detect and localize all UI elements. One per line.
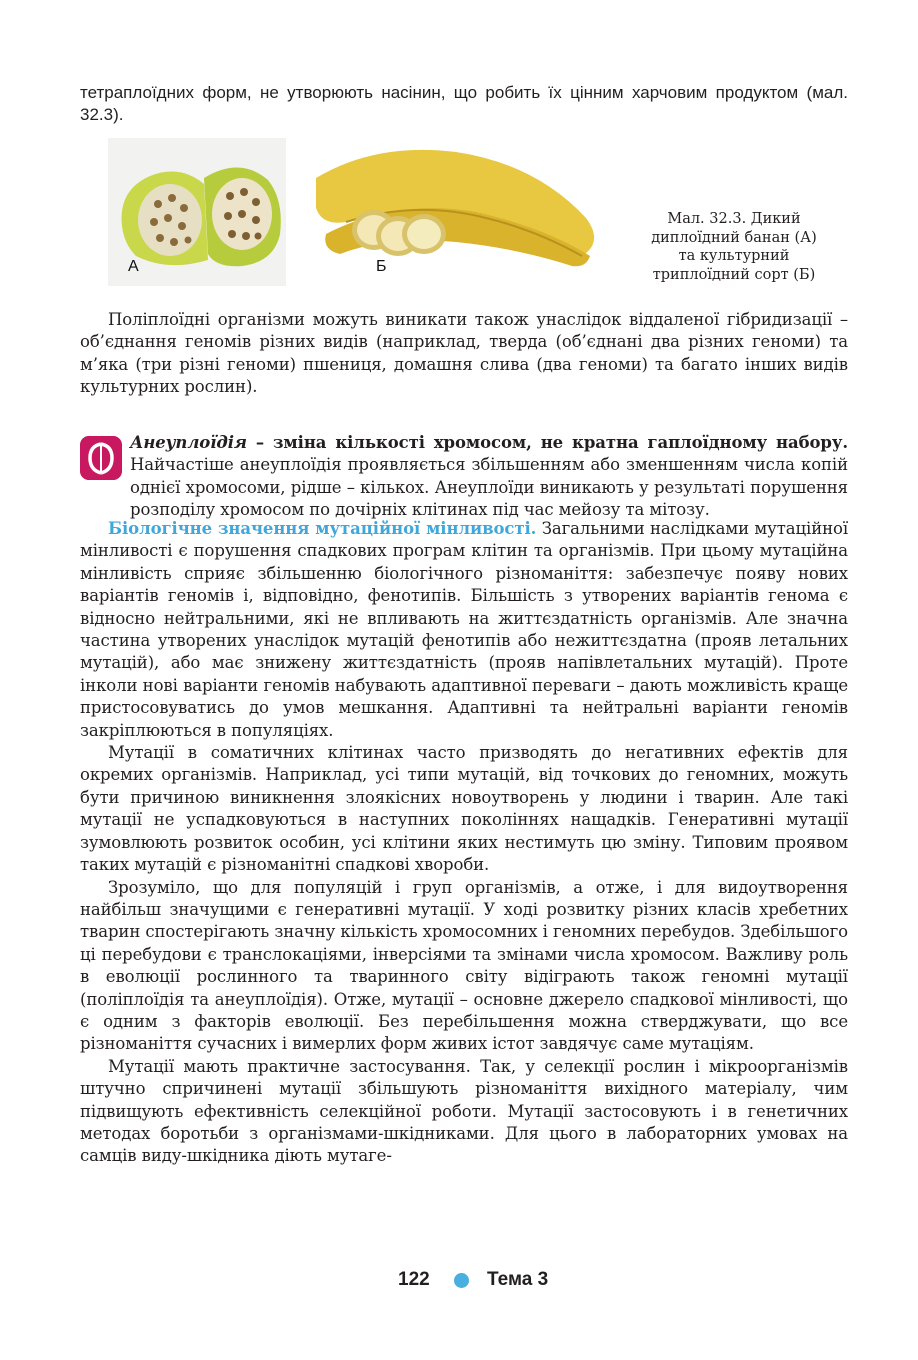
figure-32-3 [108,138,613,286]
section-heading: Біологічне значення мутаційної мінливості. [108,519,537,538]
caption-line: диплоїдний банан (А) [651,229,817,246]
section-paragraph-4: Мутації мають практичне застосування. Так, у селекції рослин і мікроорганізмів штучно спричинені мутації збільшують різноманіття вихідного матеріалу, чим підвищують ефективність селекційної роботи. Мутації застосовують і в генетичних методах боротьби з організмами-шкідниками. Для цього в лабораторних умовах на самців виду-шкідника діють мутаге- [80,1056,848,1166]
definition-rest: Найчастіше анеуплоїдія проявляється збільшенням або зменшенням числа копій однієї хромосоми, рідше – кількох. Анеуплоїди виникають у результаті порушення розподілу хромосом по дочірніх клітинах під час мейозу та мітозу. [130,455,848,520]
section-paragraph-3: Зрозуміло, що для популяцій і груп організмів, а отже, і для видоутворення найбільш значущими є генеративні мутації. У ході розвитку різних класів хребетних тварин спостерігають значну кількість хромосомних і геномних перебудов. Здебільшого ці перебудови є транслокаціями, інверсіями та змінами числа хромосом. Важливу роль в еволюції рослинного та тваринного світу відіграють також геномні мутації (поліплоїдія та анеуплоїдія). Отже, мутації – основне джерело спадкової мінливості, що є одним з факторів еволюції. Без перебільшення можна стверджувати, що все різноманіття сучасних і вимерлих форм живих істот завдячує саме мутаціям. [80,877,848,1054]
cultivated-banana-photo [286,138,613,286]
figure-caption [620,210,848,284]
footer-dot-icon [454,1273,469,1288]
page-number: 122 [398,1269,430,1290]
topic-label: Тема 3 [487,1269,549,1290]
section-paragraph-1 [80,518,848,742]
definition-dash: – [246,433,273,452]
page-footer [0,1266,918,1296]
section-paragraph-1-text: Загальними наслідками мутаційної мінливості є порушення спадкових програм клітин та організмів. При цьому мутаційна мінливість сприяє збільшенню біологічного різноманіття: забезпечує появу нових варіантів геномів і, відповідно, фенотипів. Більшість з утворених варіантів генома є відносно нейтральними, які не впливають на життєздатність організмів. Але значна частина утворених унаслідок мутацій фенотипів або нежиттєздатна (прояв летальних мутацій), або має знижену життєздатність (прояв напівлетальних мутацій). Проте інколи нові варіанти геномів набувають адаптивної переваги – дають можливість краще пристосовуватись до умов мешкання. Адаптивні та нейтральні варіанти геномів закріплюються в популяціях. [80,519,849,740]
caption-line: триплоїдний сорт (Б) [652,266,816,283]
caption-line: та культурний [678,248,790,264]
polyploid-paragraph: Поліплоїдні організми можуть виникати також унаслідок віддаленої гібридизації – об’єднання геномів різних видів (наприклад, тверда (об’єднані два різних геноми) та м’яка (три різні геноми) пшениця, домашня слива (два геноми) та багато інших видів культурних рослин). [80,310,848,397]
figure-label-b: Б [376,258,387,275]
figure-label-a: А [128,258,139,275]
definition-term: Анеуплоїдія [130,433,247,452]
continued-paragraph: тетраплоїдних форм, не утворюють насінин, що робить їх цінним харчовим продуктом (мал. 32.3). [80,83,848,124]
definition-icon [80,436,122,480]
definition-block [130,432,848,522]
section-block [80,518,848,1168]
caption-line: Мал. 32.3. Дикий [667,211,801,227]
polyploid-paragraph-block [80,309,848,399]
definition-meaning: зміна кількості хромосом, не кратна гаплоїдному набору. [272,433,848,452]
section-paragraph-2: Мутації в соматичних клітинах часто призводять до негативних ефектів для окремих організмів. Наприклад, усі типи мутацій, від точкових до геномних, можуть бути причиною виникнення злоякісних новоутворень у людини і тварин. Але такі мутації не успадковуються в наступних поколіннях нащадків. Генеративні мутації зумовлюють розвиток особин, усі клітини яких нестимуть цю зміну. Типовим проявом таких мутацій є різноманітні спадкові хвороби. [80,743,848,875]
